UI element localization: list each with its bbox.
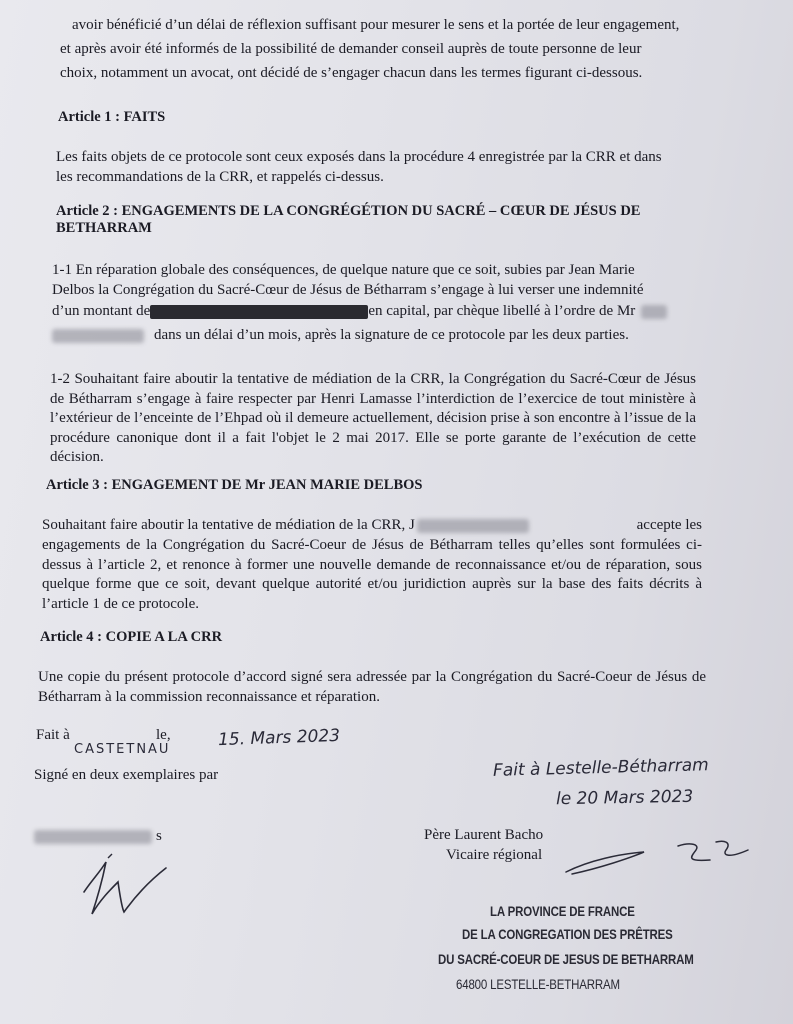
fait-a-label: Fait à [36, 727, 70, 743]
intro-line-2: et après avoir été informés de la possibilité de demander conseil auprès de toute personne de leur [60, 41, 642, 57]
stamp-line-2: DE LA CONGREGATION DES PRÊTRES [462, 926, 673, 942]
redacted-amount [150, 305, 368, 319]
article-4-body: Une copie du présent protocole d’accord signé sera adressée par la Congrégation du Sacré-Coeur de Jésus de Bétharram à la commission reconnaissance et réparation. [38, 669, 706, 705]
intro-line-1: avoir bénéficié d’un délai de réflexion suffisant pour mesurer le sens et la portée de leur engagement, [72, 17, 680, 33]
right-signatory-title: Vicaire régional [446, 847, 543, 863]
article-2-p1-line-4: dans un délai d’un mois, après la signature de ce protocole par les deux parties. [52, 326, 629, 344]
stamp-line-1: LA PROVINCE DE FRANCE [490, 903, 635, 919]
intro-line-3: choix, notamment un avocat, ont décidé de s’engager chacun dans les termes figurant ci-dessous. [60, 65, 643, 81]
signed-copies-text: Signé en deux exemplaires par [34, 767, 219, 783]
le-label: le, [156, 727, 171, 743]
article-2-p1-line-3: d’un montant de en capital, par chèque libellé à l’ordre de Mr [52, 302, 667, 320]
handwritten-place-right: Fait à Lestelle-Bétharram [492, 755, 709, 781]
article-1-heading: Article 1 : FAITS [58, 109, 166, 125]
article-2-heading: Article 2 : ENGAGEMENTS DE LA CONGRÉGÉTION DU SACRÉ – CŒUR DE JÉSUS DE [56, 203, 641, 219]
redacted-name-3 [417, 519, 529, 533]
left-signature [78, 852, 178, 922]
stamp-line-3: DU SACRÉ-COEUR DE JESUS DE BETHARRAM [438, 951, 694, 967]
stamp-line-4: 64800 LESTELLE-BETHARRAM [456, 976, 620, 992]
right-signature [560, 836, 760, 882]
handwritten-date-left: 15. Mars 2023 [217, 725, 341, 751]
article-2-p1-line-2: Delbos la Congrégation du Sacré-Cœur de Jésus de Bétharram s’engage à lui verser une indemnité [52, 282, 644, 298]
article-1-line-1: Les faits objets de ce protocole sont ceux exposés dans la procédure 4 enregistrée par la CRR et dans [56, 149, 662, 165]
redacted-signatory [34, 830, 152, 844]
article-3-body: engagements de la Congrégation du Sacré-Coeur de Jésus de Bétharram telles qu’elles sont formulées ci- dessus à l’article 2, et renonce à former une nouvelle demande de reconnaissance et/ou de réparation, sous quelque forme que ce soit, devant quelque autorité et/ou juridiction auprès sur la base des faits décrits à l’article 1 de ce protocole. [42, 537, 702, 612]
left-signatory-name: s [34, 827, 162, 845]
article-2-p1-line-1: 1-1 En réparation globale des conséquences, de quelque nature que ce soit, subies par Jean Marie [52, 262, 635, 278]
article-2-p2: 1-2 Souhaitant faire aboutir la tentative de médiation de la CRR, la Congrégation du Sacré-Cœur de Jésus de Bétharram s’engage à faire respecter par Henri Lamasse l’interdiction de l’exercice de tout ministère à l’extérieur de l’enceinte de l’Ehpad où il demeure actuellement, décision prise à son encontre à l’issue de la procédure canonique dont il a fait l'objet le 2 mai 2017. Elle se porte garante de l’exécution de cette décision. [50, 371, 696, 465]
redacted-name-2 [52, 329, 144, 343]
redacted-name [641, 305, 667, 319]
article-2-heading-line-2: BETHARRAM [56, 220, 152, 236]
handwritten-date-right: le 20 Mars 2023 [555, 786, 694, 810]
handwritten-place-left: CASTETNAU [74, 742, 171, 757]
article-3-heading: Article 3 : ENGAGEMENT DE Mr JEAN MARIE DELBOS [46, 477, 423, 493]
article-1-line-2: les recommandations de la CRR, et rappelés ci-dessus. [56, 169, 384, 185]
article-3-line-1: Souhaitant faire aboutir la tentative de médiation de la CRR, J accepte les [42, 517, 702, 533]
article-4-heading: Article 4 : COPIE A LA CRR [40, 629, 223, 645]
right-signatory-name: Père Laurent Bacho [424, 827, 544, 843]
